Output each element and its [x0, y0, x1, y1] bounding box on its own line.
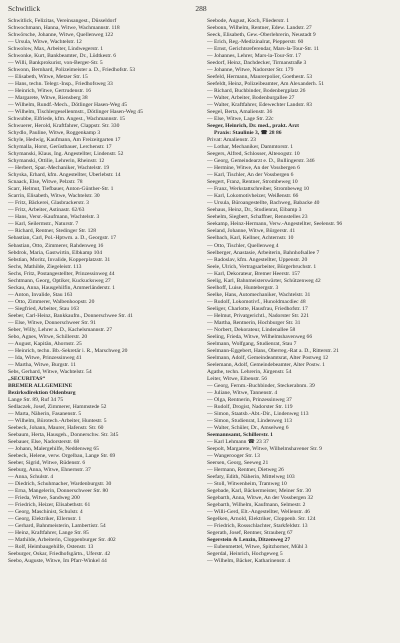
directory-entry: Schymanski, Ottilie, Lehrerin, Rheinstr. 12 — [8, 158, 105, 165]
directory-entry: — Karl, Seilermstr., Naturstr. 7 — [8, 221, 79, 228]
directory-entry: Scarr, Helmut, Tiefbauer, Anton-Günther-Str. 1 — [8, 186, 114, 193]
directory-entry: Privat: Amalienstr. 23 — [207, 137, 256, 144]
directory-entry: Seelmann-Eggebert, Hans, Oberreg.-Rat a. D., Ritterstr. 21 — [207, 347, 339, 354]
directory-entry: Seeland, Johanne, Witwe, Bürgerstr. 41 — [207, 228, 296, 235]
directory-entry: — Juliane, Witwe, Tannenstr. 4 — [207, 389, 278, 396]
directory-entry: Seckau, Anna, Hausgehilfin, Ammerländerstr. 1 — [8, 284, 115, 291]
directory-entry: Seebaum, Herta, Hausgeh., Donnerschw. Str. 345 — [8, 431, 119, 438]
directory-entry: Sebstian, Moritz, Invalide, Kopperplatzstr. 31 — [8, 256, 111, 263]
directory-entry: — Walter, Arbeiter, Bodenburgallee 27 — [207, 95, 295, 102]
directory-entry: Schwonn, Bernhard, Polizeimeister a. D., Friedhofstr. 53 — [8, 67, 136, 74]
directory-entry: — Diedrich, Schuhmacher, Wardenburgstr. 30 — [8, 481, 112, 488]
directory-entry: Sebs, Gerhard, Witwe, Wachtelstr. 54 — [8, 368, 92, 375]
directory-entry: — Elisabeth, Witwe, Metzer Str. 15 — [8, 74, 88, 81]
directory-entry: — Lothar, Mechaniker, Dammtorstr. 1 — [207, 144, 294, 151]
directory-entry: Schwörsche, Johanne, Witwe, Quellenweg 122 — [8, 32, 114, 39]
directory-entry: Seelhoff, Luise, Huntebergstr. 3 — [207, 284, 279, 291]
directory-entry: Seemannsamt, Schillerstr. 1 — [207, 431, 273, 438]
directory-entry: Sedlaczek, Josef, Zimmerer, Hammstede 52 — [8, 403, 107, 410]
directory-entry: — Siegfried, Arbeiter, Stau 163 — [8, 305, 79, 312]
page-number: 288 — [195, 4, 207, 13]
directory-entry: Seebeck, Helene, verw. Orgelbau, Lange Str. 69 — [8, 452, 116, 459]
directory-entry: Schymanski, Klaus, Ing. Angestellter, Lindenstr. 52 — [8, 151, 124, 158]
directory-entry: Schymalla, Horst, Gerüstbauer, Lerchenstr. 17 — [8, 144, 112, 151]
directory-entry: Seegert, Franz, Rentner, Strombeweg 10 — [207, 179, 298, 186]
directory-entry: Seebeck, Johann, Maurer, Hafenstr. Str. 60 — [8, 424, 104, 431]
directory-entry: — Heinrich, techn. Bb.-Sekretär i. R., Marschweg 20 — [8, 347, 128, 354]
directory-entry: Segebade, Karl, Bäckermeister, Meiner Str. 30 — [207, 488, 312, 495]
directory-entry: Seeling, Frieda, Witwe, Wilhelmshavenweg 66 — [207, 333, 313, 340]
directory-entry: — Ernst, Gerichtsreferendar, Mars-la-Tour-Str. 11 — [207, 46, 319, 53]
directory-entry: Seelke, Hans, Automechaniker, Wachtelstr. 31 — [207, 291, 311, 298]
left-column — [8, 18, 195, 565]
directory-entry: Seber, Willy, Lehrer a. D., Kachelsmannstr. 27 — [8, 326, 113, 333]
directory-entry: — Wilhelm, Tischlergesellenmstr., Dötlinger Hasen-Weg 45 — [8, 109, 143, 116]
directory-entry: — Karl Lehmann ☎ 23 37 — [207, 438, 269, 445]
directory-entry: — Hans, techn. Telegr.-Insp., Friedhofsweg 33 — [8, 81, 113, 88]
directory-entry: — Karl, Tischler, An der Vossbergen 6 — [207, 172, 294, 179]
directory-entry: Seedorf, Heinz, Dachdecker, Tirmanstraße 3 — [207, 60, 307, 67]
directory-entry: Seeburg, Anna, Witwe, Ehnernstr. 37 — [8, 467, 91, 473]
directory-entry: Seelmann, Wolfgang, Studienrat, Stau 7 — [207, 340, 297, 347]
directory-entry: Seelig, Karl, Bahnmeisterswärter, Schützenweg 42 — [207, 277, 321, 284]
columns — [8, 18, 394, 565]
directory-entry: — Mathilde, Arbeiterin, Cloppenburger Str. 402 — [8, 537, 116, 544]
directory-entry: — Hans, Versr.-Kaufmann, Wachtelstr. 3 — [8, 214, 100, 221]
directory-entry: Scnaack, Else, Witwe, Pelzstr. 78 — [8, 179, 83, 186]
directory-entry: „SECURITAS“ — [8, 375, 46, 382]
directory-entry: — Erich, Reg.-Medizinalrat, Piepperstr. 60 — [207, 39, 304, 46]
directory-entry: — Georg, Fernm.-Buchbinder, Steckerabnm. 39 — [207, 382, 315, 389]
directory-entry: Agathe, techn. Lehrerin, Jürgenstr. 54 — [207, 368, 292, 375]
directory-entry: — Wilhelm, Bürotech.-Arbeiter, Huntestr. 5 — [8, 417, 107, 424]
directory-entry: Seefeldt, Heinz, Polizeibeamter, Am Alexanderh. 51 — [207, 81, 325, 88]
directory-entry: — Otto, Zimmerer, Walbenhoopstr. 20 — [8, 298, 95, 305]
directory-entry: Bezirksdirektion Oldenburg — [8, 389, 76, 396]
directory-entry: — Karl, Dekorateur, Bremer Heerstr. 157 — [207, 270, 300, 277]
directory-entry: Seefaty, Edith, Näherin, Mittelweg 103 — [207, 474, 295, 481]
directory-entry: — Hermann, Rentner, Dietweg 26 — [207, 467, 284, 473]
directory-entry: Schwubbe, Elfriede, kfm. Angest., Wachmannstr. 15 — [8, 116, 126, 123]
directory-entry: Seefeld, Hermann, Maurerpolier, Goethestr. 53 — [207, 74, 313, 81]
directory-entry: — Karl, Lokomotivheizer, Weißenstr. 66 — [207, 193, 299, 200]
directory-entry: Seebode, August, Koch, Fliederstr. 1 — [207, 18, 290, 24]
directory-entry: Segebarth, Wilhelm, Kaufmann, Selmestr. 2 — [207, 502, 306, 509]
directory-entry: Seebo, Auguste, Witwe, Im Pfarr-Winkel 44 — [8, 558, 107, 565]
directory-entry: Sebo, Agnes, Witwe, Schillerstr. 20 — [8, 333, 88, 340]
directory-entry: — Wangerooger Str. 13 — [207, 452, 260, 459]
directory-entry: Seegers, Alfred, Schlosser, Alteoogstr. 10 — [207, 151, 300, 158]
directory-entry: — Johann, Malergehilfe, Neddenweg 65 — [8, 445, 99, 452]
directory-entry: — Heinz, Kraftfahrer, Lange Str. 85 — [8, 530, 89, 537]
directory-entry: Seebonn, Wilhelm, Rentner, Edew. Landstr. 27 — [207, 25, 312, 32]
directory-entry: — Frieda, Witwe, Sandweg 200 — [8, 495, 80, 502]
directory-entry: Seeburger, Oskar, Friedhofsgärtn., Üferstr. 42 — [8, 551, 111, 558]
directory-entry: Seebauer, Else, Nadorsterstr. 68 — [8, 438, 80, 445]
directory-entry: — Stoll, Witwenheim, Tramweg 10 — [207, 481, 287, 488]
directory-entry: — Eubenmettel, Witwe, Spitzhorner, Mühl 3 — [207, 544, 308, 551]
directory-entry: — Friedrich, Rossschlachter, Starkfeldstr. 13 — [207, 523, 308, 530]
directory-entry: Seehelm, Siegbert, Schaffner, Rennstelles 23 — [207, 214, 308, 221]
directory-entry: Segerath, Josef, Rentner, Strauberg 67 — [207, 530, 293, 537]
directory-entry: Schwochmann, Hanna, Witwe, Wachmannstr. 118 — [8, 25, 120, 32]
directory-entry: — Johannes, Lehrer, Mars-la-Tour-Str. 17 — [207, 53, 301, 60]
directory-entry: — Else, Witwe, Lage Str. 22c — [207, 116, 274, 123]
directory-entry: Lange Str. 89, Ruf 34 75 — [8, 396, 64, 403]
directory-entry: — Simon, Studienrat, Lindenweg 113 — [207, 417, 292, 424]
directory-entry: Schwuerer, Herold, Kraftfahrer, Clappstr. Str. 330 — [8, 123, 120, 130]
directory-entry: — Georg, Gemeindearzt e. D., Bullingerstr. 346 — [207, 158, 315, 165]
directory-entry: — Ida, Witwe, Prinzessinweg 41 — [8, 354, 82, 361]
directory-entry: — Rolf, Heimbaugehilfe, Ostenstr. 13 — [8, 544, 94, 551]
directory-entry: — Margarete, Witwe, Riensberg 38 — [8, 95, 88, 102]
directory-entry: Seekamp, Heinz-Hermann, Verw.-Angestellter, Seelenstr. 96 — [207, 221, 343, 228]
directory-entry: — Friedrich, Heizer, Elisabethstr. 61 — [8, 502, 91, 509]
directory-entry: — Rudolf, Drogist, Nadorster Str. 119 — [207, 403, 293, 410]
directory-entry: — Wilhelm, Rundf.-Mech., Dötlinger Hasen-Weg 45 — [8, 102, 127, 109]
right-column — [207, 18, 394, 565]
directory-entry: Schyska, Erhard, kfm. Angestellter, Überlebstr. 14 — [8, 172, 121, 179]
directory-entry: — Martha, Witwe, Burgstr. 11 — [8, 361, 76, 368]
directory-entry: — August, Kapitän, Ahornstr. 25 — [8, 340, 82, 347]
directory-entry: — Anna, Schulstr. 4 — [8, 474, 54, 481]
directory-entry: Sebdrok, Maria, Gastwirtin, Elbkamp 104 — [8, 249, 102, 256]
directory-entry: Seeber, Sigrid, Witwe, Rüdenstr. 6 — [8, 459, 86, 466]
page-header — [8, 4, 394, 17]
directory-entry: — Georg, Elektriker, Ellernstr. 1 — [8, 516, 82, 523]
directory-entry: Praxis: Staulinie 3, ☎ 28 86 — [214, 130, 282, 137]
directory-entry: Seepolt, Margarete, Witwe, Wilhelmshavener Str. 9 — [207, 445, 322, 452]
directory-entry: — Rudolf, Lokomotivf., Hunoldmacdiec 48 — [207, 298, 306, 305]
directory-entry: — Franz, Werkstattschreiber, Strombeweg 10 — [207, 186, 310, 193]
directory-entry: Seeck, Elisabeth, Gew.-Oberlehrerin, Neustadt 9 — [207, 32, 316, 39]
directory-entry: — Fritz, Bäckerei, Glasbrackerstr. 3 — [8, 200, 89, 207]
directory-entry: — Willi-Gerd, Elt.-Angestellter, Wellenstr. 46 — [207, 509, 310, 516]
directory-entry: Schwolow, Max, Arbeiter, Lindwegerstr. 1 — [8, 46, 104, 53]
directory-entry: — Hermine, Witwe, An der Vossbergen 6 — [207, 165, 300, 172]
directory-entry: — Otto, Tischler, Quellenweg 4 — [207, 242, 279, 249]
directory-entry: — Marta, Näherin, Fasanenstr. 5 — [8, 410, 82, 417]
directory-entry: — Georg, Maschinist, Schulstr. 4 — [8, 509, 83, 516]
directory-entry: — Erna, Mangelerin, Donnerschweer Str. 80 — [8, 488, 109, 495]
directory-entry: — Herbert, Spar.-Mechaniker, Wachtelstr. 19 — [8, 165, 110, 172]
directory-entry: — Radoslav, kfm. Angestellter, Uppenstr. 20 — [207, 256, 308, 263]
directory-entry: Seele, Ulrich, Vertragsarbeiter, Bürgerbruchstr. 1 — [207, 263, 317, 270]
directory-entry: Sechs, Fritz, Postangestellter, Prinzessinweg 44 — [8, 270, 115, 277]
directory-entry: Sebastian, Carl, Pol.-Hptwm. a. D., Georgstr. 17 — [8, 235, 117, 242]
directory-entry: — Ursula, Witwe, Wachtelstr. 12 — [8, 39, 82, 46]
directory-entry: Sechtmann, Georg, Optiker, Kuckucksweg 27 — [8, 277, 111, 284]
directory-entry: — Gerhard, Bahnmeisterin, Lambertistr. 54 — [8, 523, 106, 530]
directory-entry: — Olga, Rentnerin, Prinzessinweg 37 — [207, 396, 292, 403]
running-head: Schwitlick — [8, 4, 41, 13]
directory-entry: — Richard, Rentner, Stedinger Str. 128 — [8, 228, 97, 235]
directory-entry: Schyle, Hedwig, Kaufmann, Am Freizeitgarten 17 — [8, 137, 121, 144]
directory-entry: Segerstein & Lenzin, Ditzenweg 27 — [207, 537, 291, 544]
directory-entry: — Wilhelm, Bäcker, Katharinenstr. 4 — [207, 558, 291, 565]
directory-entry: Segelken, Arnold, Elektriker, Cloppenb. Str. 124 — [207, 516, 316, 523]
directory-entry: Seelberger, Anastasie, Arbeiterin, Bahnhofsallee 7 — [207, 249, 320, 256]
directory-entry: — Helmut, Privatgerichtl., Nadorster Str. 221 — [207, 312, 310, 319]
directory-entry: — Heinrich, Witwe, Gertrudenstr. 16 — [8, 88, 92, 95]
directory-entry: Scarrin, Elisabeth, Witwe, Wachtelstr. 30 — [8, 193, 100, 200]
directory-entry: Schwonke, Kurt, Bankbeamter, Dr., Lüdtkestr. 6 — [8, 53, 117, 60]
directory-entry: — Anton, Invalide, Stau 163 — [8, 291, 73, 298]
directory-entry: — Johanne, Witwe, Nadorster Str. 179 — [207, 67, 294, 74]
directory-entry: Seelbach, Karl, Kellner, Achternstr. 10 — [207, 235, 294, 242]
directory-entry: — Else, Witwe, Donnerschweer Str. 91 — [8, 319, 96, 326]
directory-entry: — Walter, Kraftfahrer, Edewechter Landstr. 83 — [207, 102, 312, 109]
directory-entry: Segebarth, Anna, Witwe, An der Vossbergen 32 — [207, 495, 314, 502]
directory-entry: Sebastian, Otto, Zimmerer, Rahdenweg 16 — [8, 242, 104, 249]
directory-entry: — Fritz, Arbeiter, Astinastr. 62/63 — [8, 207, 85, 214]
directory-entry: Seeliger, Charlotte, Hausfrau, Friedhofstr. 17 — [207, 305, 308, 312]
directory-entry: — Simon, Staatsb.-Abt.-Dir., Lindenweg 113 — [207, 410, 309, 417]
directory-entry: — Willi, Bankprokurist, von-Berger-Str. 5 — [8, 60, 103, 67]
directory-entry: — Walter, Schüler, Dr., Amselweg 6 — [207, 424, 289, 431]
directory-entry: Sechs, Mathilde, Ziegeleistr. 113 — [8, 263, 82, 270]
directory-entry: — Martha, Rentnerin, Hochburger Str. 31 — [207, 319, 301, 326]
directory-entry: Seegel, Berta, Amalienstr. 36 — [207, 109, 273, 116]
directory-entry: Seelmann, Adolf, Gemeindeamtsrat, Alter Postweg 12 — [207, 354, 329, 361]
directory-entry: Seelemann, Adolf, Gemeindebeamter, Alter Postw. 1 — [207, 361, 325, 368]
directory-entry: — Richard, Buchbinder, Bodenbergplatz 26 — [207, 88, 306, 95]
directory-entry: Segerdal, Heinrich, Hochgeweg 5 — [207, 551, 283, 558]
directory-entry: Schydlo, Pauline, Witwe, Roggenkamp 3 — [8, 130, 101, 137]
directory-entry: Schwitlick, Felizitas, Vereinsangest., Düsseldorf — [8, 18, 117, 24]
directory-entry: BREMER ALLGEMEINE — [8, 382, 73, 389]
directory-entry: Seeber, Carl-Heinz, Bankkaufm., Donnerschwee Str. 41 — [8, 312, 133, 319]
directory-entry: — Norbert, Dekorateur, Lindenallee 58 — [207, 326, 296, 333]
directory-entry: Seeger, Heinrich, Dr. med., prakt. Arzt — [207, 123, 300, 130]
directory-entry: Seehaus, Heinz, Dr., Studienrat, Eibamp 3 — [207, 207, 302, 214]
directory-entry: Leiter, Witwe, Eibenstr. 56 — [207, 375, 268, 382]
directory-entry: Seersen, Georg, Seeweg 21 — [207, 459, 269, 466]
directory-entry: — Ursula, Büroangestellte, Bachweg, Babacke 40 — [207, 200, 320, 207]
